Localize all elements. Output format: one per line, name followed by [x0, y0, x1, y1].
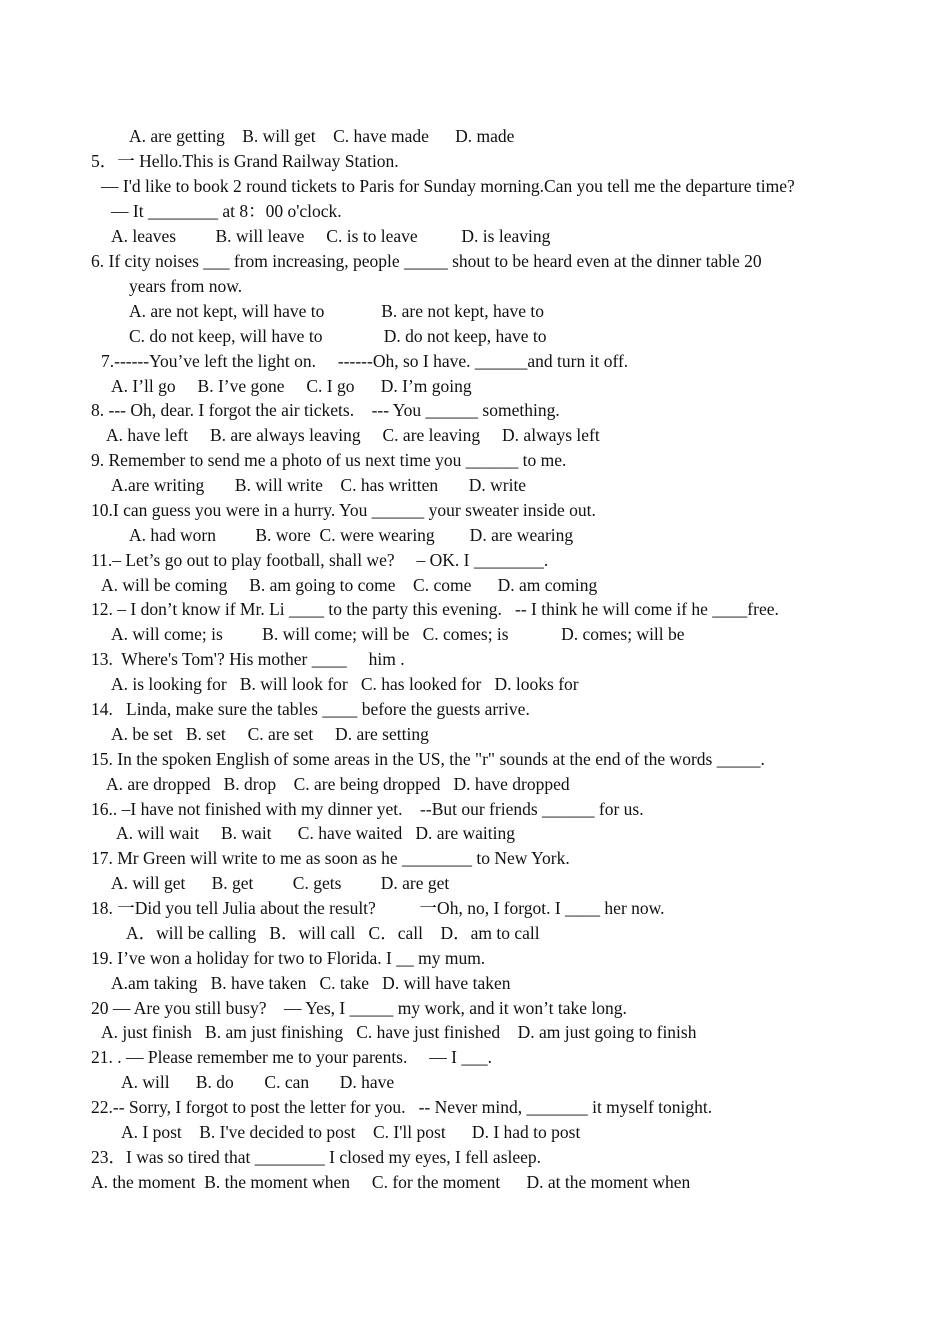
question-21: 21. . — Please remember me to your parents. — I ___.	[91, 1047, 492, 1067]
question-19: 19. I’ve won a holiday for two to Florida. I __ my mum.	[91, 948, 486, 968]
option-line-q21: A. will B. do C. can D. have	[121, 1072, 395, 1092]
question-7: 7.------You’ve left the light on. ------Oh, so I have. ______and turn it off.	[101, 351, 629, 371]
option-line-q17: A. will get B. get C. gets D. are get	[111, 873, 450, 893]
question-5-dialogue-1: — I'd like to book 2 round tickets to Paris for Sunday morning.Can you tell me the departure time?	[101, 176, 795, 196]
option-line-q8: A. have left B. are always leaving C. are leaving D. always left	[106, 425, 600, 445]
question-5: 5．一 Hello.This is Grand Railway Station.	[91, 151, 399, 171]
question-17: 17. Mr Green will write to me as soon as he ________ to New York.	[91, 848, 570, 868]
question-20: 20 — Are you still busy? — Yes, I _____ my work, and it won’t take long.	[91, 998, 627, 1018]
question-9: 9. Remember to send me a photo of us next time you ______ to me.	[91, 450, 567, 470]
question-11: 11.– Let’s go out to play football, shall we? – OK. I ________.	[91, 550, 549, 570]
option-line-q11: A. will be coming B. am going to come C. come D. am coming	[101, 575, 598, 595]
option-line-q6-a: A. are not kept, will have to B. are not kept, have to	[129, 301, 545, 321]
option-line-q6-b: C. do not keep, will have to D. do not keep, have to	[129, 326, 547, 346]
option-line-q12: A. will come; is B. will come; will be C. comes; is D. comes; will be	[111, 624, 685, 644]
question-10: 10.I can guess you were in a hurry. You ______ your sweater inside out.	[91, 500, 596, 520]
option-line-q23: A. the moment B. the moment when C. for the moment D. at the moment when	[91, 1172, 691, 1192]
question-5-dialogue-2: — It ________ at 8：00 o'clock.	[111, 201, 342, 221]
option-line-q5: A. leaves B. will leave C. is to leave D. is leaving	[111, 226, 551, 246]
question-13: 13. Where's Tom'? His mother ____ him .	[91, 649, 405, 669]
option-line-q19: A.am taking B. have taken C. take D. will have taken	[111, 973, 511, 993]
option-line-q15: A. are dropped B. drop C. are being dropped D. have dropped	[106, 774, 570, 794]
option-line-q13: A. is looking for B. will look for C. has looked for D. looks for	[111, 674, 579, 694]
question-15: 15. In the spoken English of some areas in the US, the "r" sounds at the end of the words _____.	[91, 749, 765, 769]
option-line-q9: A.are writing B. will write C. has written D. write	[111, 475, 527, 495]
question-6: 6. If city noises ___ from increasing, people _____ shout to be heard even at the dinner table 20	[91, 251, 762, 271]
question-8: 8. --- Oh, dear. I forgot the air tickets. --- You ______ something.	[91, 400, 560, 420]
option-line-q16: A. will wait B. wait C. have waited D. are waiting	[116, 823, 516, 843]
question-6-continued: years from now.	[129, 276, 243, 296]
option-line-q18: A．will be calling B．will call C．call D．am to call	[126, 923, 540, 943]
option-line-q7: A. I’ll go B. I’ve gone C. I go D. I’m going	[111, 376, 472, 396]
option-line-q10: A. had worn B. wore C. were wearing D. are wearing	[129, 525, 574, 545]
question-14: 14. Linda, make sure the tables ____ before the guests arrive.	[91, 699, 530, 719]
option-line-q4: A. are getting B. will get C. have made D. made	[129, 126, 515, 146]
question-12: 12. – I don’t know if Mr. Li ____ to the party this evening. -- I think he will come if he ____free.	[91, 599, 779, 619]
question-16: 16.. –I have not finished with my dinner yet. --But our friends ______ for us.	[91, 799, 644, 819]
question-18: 18. 一Did you tell Julia about the result? 一Oh, no, I forgot. I ____ her now.	[91, 898, 665, 918]
question-23: 23．I was so tired that ________ I closed my eyes, I fell asleep.	[91, 1147, 542, 1167]
question-22: 22.-- Sorry, I forgot to post the letter for you. -- Never mind, _______ it myself tonight.	[91, 1097, 713, 1117]
option-line-q22: A. I post B. I've decided to post C. I'll post D. I had to post	[121, 1122, 581, 1142]
option-line-q20: A. just finish B. am just finishing C. have just finished D. am just going to finish	[101, 1022, 697, 1042]
option-line-q14: A. be set B. set C. are set D. are setting	[111, 724, 429, 744]
